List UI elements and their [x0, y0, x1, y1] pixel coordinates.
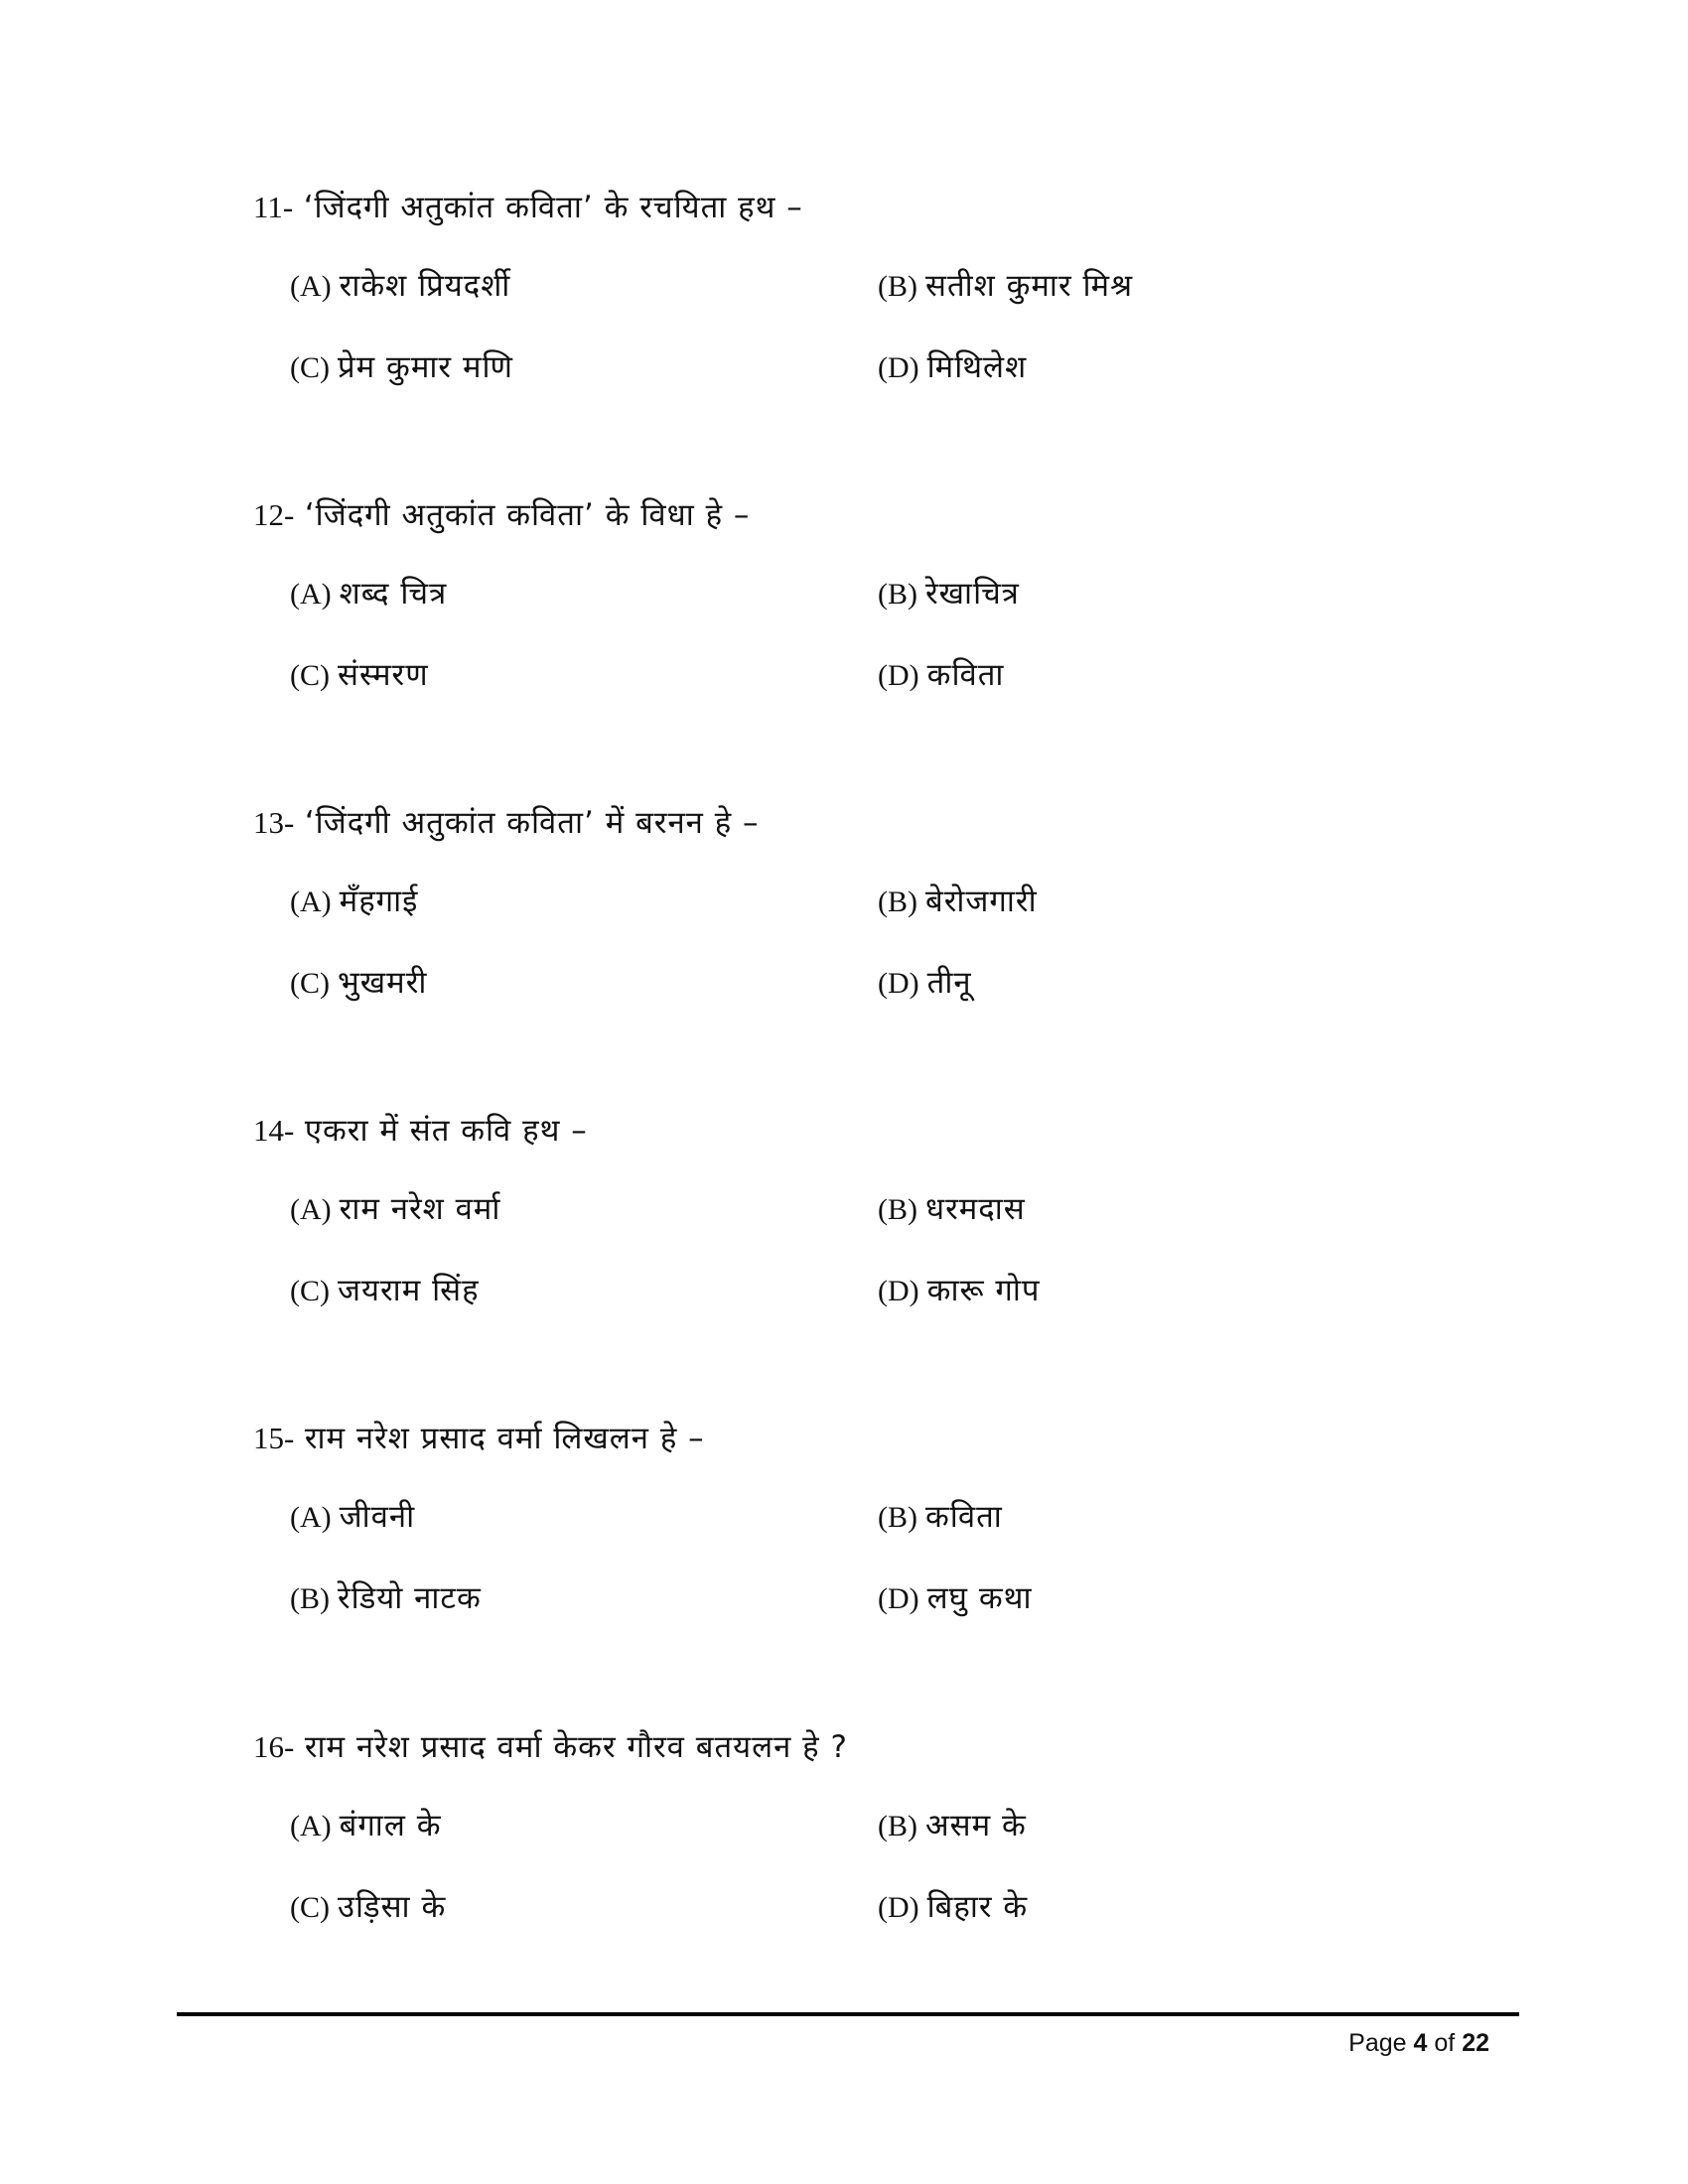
question-15: [0, 1416, 1688, 1654]
option-b: [878, 264, 1133, 309]
option-text: मिथिलेश: [926, 349, 1028, 385]
option-text: प्रेम कुमार मणि: [338, 349, 513, 385]
option-text: उड़िसा के: [338, 1889, 447, 1925]
question-text: ‘जिंदगी अतुकांत कविता’ में बरनन हे –: [304, 805, 760, 841]
option-a: [290, 1187, 500, 1232]
question-text: राम नरेश प्रसाद वर्मा केकर गौरव बतयलन हे ?: [304, 1729, 848, 1765]
question-stem: [253, 185, 803, 229]
option-letter: (D): [878, 1582, 919, 1615]
option-d: [878, 653, 1004, 698]
option-c: [290, 1269, 480, 1313]
option-text: शब्द चित्र: [339, 576, 448, 612]
question-text: एकरा में संत कवि हथ –: [304, 1113, 588, 1149]
question-number: 16-: [253, 1729, 295, 1764]
option-c: [290, 1576, 482, 1621]
option-letter: (B): [878, 1501, 917, 1534]
option-text: कविता: [925, 1499, 1003, 1535]
option-letter: (C): [290, 967, 330, 1000]
option-text: रेखाचित्र: [925, 576, 1020, 612]
option-letter: (B): [878, 578, 917, 611]
option-text: तीनू: [926, 965, 972, 1001]
option-text: जयराम सिंह: [338, 1273, 480, 1308]
option-letter: (B): [878, 270, 917, 303]
option-letter: (D): [878, 967, 919, 1000]
question-12: [0, 492, 1688, 731]
question-number: 12-: [253, 497, 295, 532]
option-letter: (B): [878, 1193, 917, 1226]
option-letter: (A): [290, 1193, 332, 1226]
question-stem: [253, 1724, 848, 1769]
option-letter: (D): [878, 1891, 919, 1924]
option-text: संस्मरण: [338, 657, 429, 693]
option-letter: (B): [878, 886, 917, 918]
option-c: [290, 345, 513, 390]
option-b: [878, 1804, 1027, 1848]
total-pages: 22: [1462, 2029, 1489, 2057]
question-13: [0, 800, 1688, 1038]
page-number: [1348, 2025, 1489, 2061]
option-a: [290, 1495, 415, 1540]
question-number: 11-: [253, 190, 294, 224]
option-text: कारू गोप: [926, 1273, 1041, 1308]
question-number: 13-: [253, 805, 295, 840]
option-b: [878, 1187, 1026, 1232]
option-text: बिहार के: [926, 1889, 1029, 1925]
question-stem: [253, 800, 760, 845]
footer-divider: [177, 2012, 1519, 2016]
question-number: 14-: [253, 1113, 295, 1148]
question-text: ‘जिंदगी अतुकांत कविता’ के रचयिता हथ –: [303, 190, 803, 225]
option-c: [290, 1885, 446, 1930]
option-letter: (A): [290, 578, 332, 611]
question-stem: [253, 1108, 588, 1153]
option-a: [290, 264, 510, 309]
option-text: भुखमरी: [338, 965, 428, 1001]
option-letter: (A): [290, 886, 332, 918]
option-letter: (C): [290, 1275, 330, 1307]
option-text: बंगाल के: [339, 1808, 442, 1843]
option-text: बेरोजगारी: [925, 884, 1038, 919]
option-text: असम के: [925, 1808, 1027, 1843]
option-text: लघु कथा: [926, 1580, 1033, 1616]
question-11: [0, 185, 1688, 423]
option-text: जीवनी: [339, 1499, 416, 1535]
option-b: [878, 572, 1020, 616]
option-a: [290, 880, 418, 924]
option-letter: (D): [878, 659, 919, 692]
option-text: धरमदास: [925, 1191, 1026, 1227]
question-text: ‘जिंदगी अतुकांत कविता’ के विधा हे –: [304, 497, 751, 533]
option-a: [290, 572, 447, 616]
option-letter: (C): [290, 659, 330, 692]
option-a: [290, 1804, 442, 1848]
option-letter: (A): [290, 1501, 332, 1534]
option-letter: (B): [290, 1582, 330, 1615]
option-c: [290, 961, 427, 1006]
question-14: [0, 1108, 1688, 1346]
option-letter: (D): [878, 1275, 919, 1307]
option-text: राम नरेश वर्मा: [339, 1191, 501, 1227]
question-text: राम नरेश प्रसाद वर्मा लिखलन हे –: [304, 1421, 705, 1456]
current-page: 4: [1413, 2029, 1428, 2057]
option-d: [878, 1576, 1033, 1621]
question-16: [0, 1724, 1688, 1963]
page-separator: of: [1434, 2029, 1456, 2057]
option-d: [878, 1885, 1028, 1930]
option-text: राकेश प्रियदर्शी: [339, 268, 511, 304]
option-c: [290, 653, 429, 698]
option-letter: (D): [878, 351, 919, 384]
option-b: [878, 1495, 1003, 1540]
option-text: सतीश कुमार मिश्र: [925, 268, 1134, 304]
question-stem: [253, 492, 750, 537]
option-text: कविता: [926, 657, 1005, 693]
question-number: 15-: [253, 1421, 295, 1455]
option-letter: (A): [290, 270, 332, 303]
page-label: Page: [1348, 2029, 1407, 2057]
question-stem: [253, 1416, 705, 1460]
option-d: [878, 345, 1027, 390]
option-d: [878, 1269, 1041, 1313]
option-letter: (C): [290, 1891, 330, 1924]
option-text: मँहगाई: [339, 884, 419, 919]
option-letter: (A): [290, 1810, 332, 1843]
option-letter: (C): [290, 351, 330, 384]
option-d: [878, 961, 972, 1006]
option-b: [878, 880, 1038, 924]
option-text: रेडियो नाटक: [338, 1580, 482, 1616]
option-letter: (B): [878, 1810, 917, 1843]
